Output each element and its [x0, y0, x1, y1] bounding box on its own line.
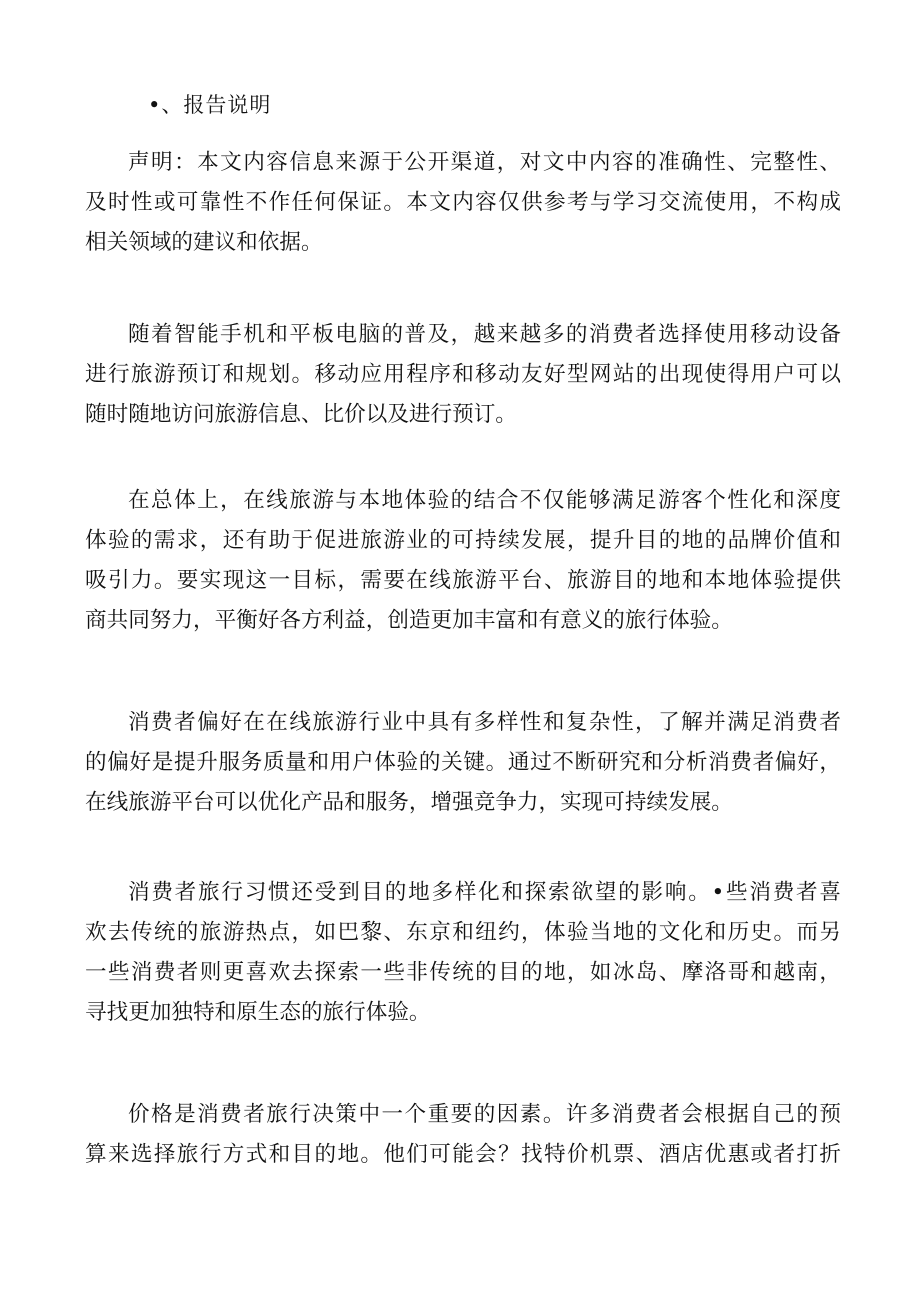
paragraph-local-experience: [85, 486, 841, 646]
paragraph-line: 声明：本文内容信息来源于公开渠道，对文中内容的准确性、完整性、: [128, 150, 841, 175]
paragraph-line: 在总体上，在线旅游与本地体验的结合不仅能够满足游客个性化和深度: [128, 488, 841, 513]
paragraph-line: 及时性或可靠性不作任何保证。本文内容仅供参考与学习交流使用，不构成: [85, 190, 841, 215]
paragraph-line: 欢去传统的旅游热点，如巴黎、东京和纽约，体验当地的文化和历史。而另: [85, 920, 841, 945]
paragraph-line: 在线旅游平台可以优化产品和服务，增强竞争力，实现可持续发展。: [85, 790, 733, 815]
paragraph-disclaimer: [85, 148, 841, 268]
paragraph-mobile: [85, 320, 841, 440]
section-heading: •、报告说明: [148, 93, 272, 117]
paragraph-line: 价格是消费者旅行决策中一个重要的因素。许多消费者会根据自己的预: [128, 1102, 841, 1127]
paragraph-line: 一些消费者则更喜欢去探索一些非传统的目的地，如冰岛、摩洛哥和越南，: [85, 960, 841, 985]
paragraph-line: 体验的需求，还有助于促进旅游业的可持续发展，提升目的地的品牌价值和: [85, 528, 841, 553]
paragraph-line: 随时随地访问旅游信息、比价以及进行预订。: [85, 402, 517, 427]
paragraph-line: 寻找更加独特和原生态的旅行体验。: [85, 1000, 431, 1025]
paragraph-line: 消费者偏好在在线旅游行业中具有多样性和复杂性，了解并满足消费者: [128, 710, 841, 735]
paragraph-line: 随着智能手机和平板电脑的普及，越来越多的消费者选择使用移动设备: [128, 322, 841, 347]
paragraph-line: 相关领域的建议和依据。: [85, 230, 323, 255]
paragraph-line: 吸引力。要实现这一目标，需要在线旅游平台、旅游目的地和本地体验提供: [85, 568, 841, 593]
paragraph-destinations: [85, 878, 841, 1038]
paragraph-line: 算来选择旅行方式和目的地。他们可能会？找特价机票、酒店优惠或者打折: [85, 1142, 841, 1167]
paragraph-line: 进行旅游预订和规划。移动应用程序和移动友好型网站的出现使得用户可以: [85, 362, 841, 387]
paragraph-preferences: [85, 708, 841, 828]
paragraph-line: 商共同努力，平衡好各方利益，创造更加丰富和有意义的旅行体验。: [85, 608, 733, 633]
paragraph-price: [85, 1100, 841, 1180]
paragraph-line: 的偏好是提升服务质量和用户体验的关键。通过不断研究和分析消费者偏好，: [85, 750, 841, 775]
paragraph-line: 消费者旅行习惯还受到目的地多样化和探索欲望的影响。•些消费者喜: [128, 880, 841, 905]
